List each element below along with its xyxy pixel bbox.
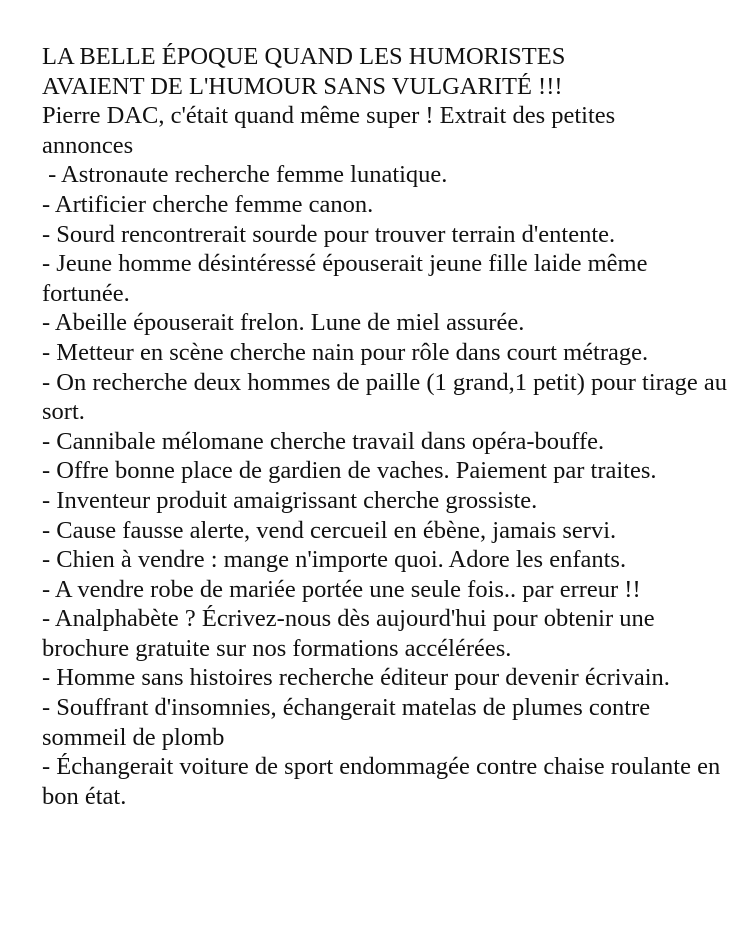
ad-item: - Souffrant d'insomnies, échangerait matelas de plumes contre sommeil de plomb xyxy=(42,694,657,751)
ad-item: - On recherche deux hommes de paille (1 grand,1 petit) pour tirage au sort. xyxy=(42,368,734,426)
ad-item: - Offre bonne place de gardien de vaches. Paiement par traites. xyxy=(42,457,657,485)
ad-item: - Analphabète ? Écrivez-nous dès aujourd'hui pour obtenir une brochure gratuite sur nos formations accélérées. xyxy=(42,605,661,662)
ad-item: - Metteur en scène cherche nain pour rôle dans court métrage. xyxy=(42,338,649,366)
title-line-2: AVAIENT DE L'HUMOUR SANS VULGARITÉ !!! xyxy=(42,72,563,100)
ad-item: - Chien à vendre : mange n'importe quoi. Adore les enfants. xyxy=(42,546,627,574)
document-body xyxy=(42,42,732,811)
ad-item: - Inventeur produit amaigrissant cherche grossiste. xyxy=(42,486,538,514)
intro-line-1: Pierre DAC, c'était quand même super ! Extrait des petites xyxy=(42,102,616,130)
ads-list xyxy=(42,160,732,811)
ad-item: - A vendre robe de mariée portée une seule fois.. par erreur !! xyxy=(42,575,641,603)
ad-item: - Artificier cherche femme canon. xyxy=(42,190,374,218)
ad-item: - Cannibale mélomane cherche travail dans opéra-bouffe. xyxy=(42,427,605,455)
ad-item: - Abeille épouserait frelon. Lune de miel assurée. xyxy=(42,309,525,337)
ad-item: - Sourd rencontrerait sourde pour trouver terrain d'entente. xyxy=(42,220,616,248)
ad-item: - Astronaute recherche femme lunatique. xyxy=(42,161,448,189)
title-line-1: LA BELLE ÉPOQUE QUAND LES HUMORISTES xyxy=(42,43,566,70)
ad-item: - Homme sans histoires recherche éditeur pour devenir écrivain. xyxy=(42,664,670,692)
ad-item: - Échangerait voiture de sport endommagée contre chaise roulante en bon état. xyxy=(42,753,727,810)
ad-item: - Jeune homme désintéressé épouserait jeune fille laide même fortunée. xyxy=(42,250,654,307)
intro-line-2: annonces xyxy=(42,131,134,159)
ad-item: - Cause fausse alerte, vend cercueil en ébène, jamais servi. xyxy=(42,516,617,544)
